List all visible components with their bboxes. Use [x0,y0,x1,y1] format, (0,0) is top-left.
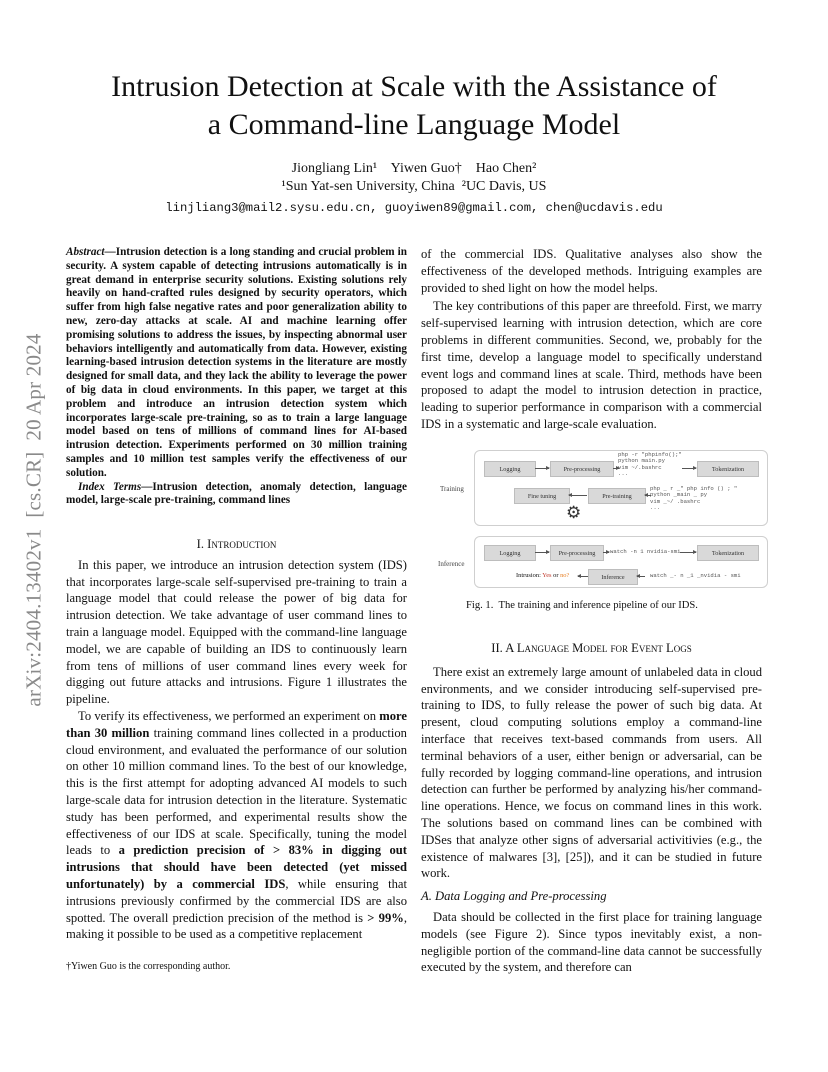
arrow [578,576,588,577]
section-language-model [421,640,762,976]
title-line-2: a Command-line Language Model [207,108,621,141]
logging-box: Logging [484,461,536,477]
arrow [682,468,696,469]
inference-tokenization-box: Tokenization [697,545,759,561]
index-terms-text: —Intrusion detection, anomaly detection, language model, large-scale pre-training, command lines [66,480,407,507]
section-heading-language-model: II. A Language Model for Event Logs [491,641,692,655]
arrow [535,552,549,553]
finetuning-box: Fine tuning [514,488,570,504]
section2-paragraph-1: There exist an extremely large amount of unlabeled data in cloud environments, and we consider introducing self-supervised pre-training to IDS, to fully release the power of such big data. At present, cloud computing solutions employ a command-line interface that receives text-based commands from users. All terminal behaviors of a user, either benign or adversarial, can be fully recorded by logging command-line operations, and intrusion detection can further be performed by analyzing his/her command-line operations. Hence, we focus on command lines in this work. The solutions based on command lines can be combined with IDSes that analyze other signs of adversarial activitivies (e.g., the existence of malwares [3], [25]), and it can be studied in future work. [421,664,762,881]
inference-preprocessing-box: Pre-processing [550,545,604,561]
title-line-1: Intrusion Detection at Scale with the Assistance of [111,70,717,103]
intro-continued [421,246,762,433]
intro-paragraph-2: To verify its effectiveness, we performed an experiment on more than 30 million training command lines collected in a production cloud environment, and evaluated the performance of our solution on other 10 million command lines. To the best of our knowledge, this is the first attempt for adopting advanced AI models to such large-scale data for intrusion detection in the literature. Systematic study has been performed, and experimental results show the effectiveness of our IDS at scale. Specifically, tuning the model leads to a prediction precision of > 83% in digging out intrusions that should have been detected (yet missed unfortunately) by a commercial IDS, while ensuring that intrusions previously confirmed by the commercial IDS are also spotted. The overall prediction precision of the method is > 99%, making it possible to be used as a competitive replacement [66,708,408,942]
subsection-heading-data-logging: A. Data Logging and Pre-processing [421,889,607,904]
section-heading-introduction: I. Introduction [196,537,277,551]
author-names: Jiongliang Lin¹ Yiwen Guo† Hao Chen² [291,161,537,176]
intro-paragraph-3: of the commercial IDS. Qualitative analyses also show the effectiveness of the developed methods. Intriguing examples are provided to shed light on how the model helps. [421,247,762,295]
preprocessing-box: Pre-processing [550,461,614,477]
arrow [569,495,587,496]
arrow [603,552,609,553]
intro-paragraph-4: The key contributions of this paper are threefold. First, we marry self-supervised learning with intrusion detection, which are core problems in different communities. Second, we, probably for the first time, develop a language model to specifically understand event logs and command lines at scale. Third, methods have been proposed to adapt the model to intrusion detection in practice, leading to superior performance in comparison with a commercial IDS in a systematic and large-scale evaluation. [421,299,762,431]
figure-1-caption: Fig. 1. The training and inference pipeline of our IDS. [466,600,698,611]
paper-title [40,68,788,144]
pretraining-box: Pre-training [588,488,646,504]
inference-box: Inference [588,569,638,585]
abstract-label: Abstract [66,246,105,258]
training-label: Training [440,485,464,493]
abstract [66,246,407,508]
figure-1 [430,448,770,588]
arrow [535,468,549,469]
code-sample-raw: php -r "phpinfo();" python main.py vim ~/.bashrc ... [618,451,682,478]
section2-paragraph-2: Data should be collected in the first place for training language models (see Figure 2). Since typos inevitably exist, a non-negligible portion of the command-line data cannot be successfully executed by the system, and therefore can [421,909,762,975]
author-affiliations: ¹Sun Yat-sen University, China ²UC Davis, US [281,179,547,194]
tokenization-box: Tokenization [697,461,759,477]
arxiv-stamp-text: arXiv:2404.13402v1 [cs.CR] 20 Apr 2024 [21,333,46,707]
arrow [637,576,645,577]
author-emails: linjliang3@mail2.sysu.edu.cn, guoyiwen89@gmail.com, chen@ucdavis.edu [165,201,663,215]
code-sample-tokenized: php _ r _" php info () ; " python _main _ py vim _~/ .bashrc ... [650,485,738,512]
arrow [680,552,696,553]
intro-paragraph-1: In this paper, we introduce an intrusion detection system (IDS) that incorporates large-scale self-supervised pre-training to train a language model that could release the power of big data for intrusion detection. We take advantage of user command lines to train a language model. Equipped with the command-line language model, we are capable of building an IDS to continuously learn from tens of millions of user command lines every week for digging out future attacks and intrusions. Figure 1 illustrates the pipeline. [66,557,407,707]
index-terms-label: Index Terms [78,480,142,493]
arxiv-stamp [14,270,54,770]
section-introduction [66,536,407,943]
intrusion-result: Intrusion: Yes or no? [516,572,570,579]
gear-icon: ⚙ [566,503,582,522]
footnote: †Yiwen Guo is the corresponding author. [66,961,231,972]
code-sample-inference-raw: watch -n 1 nvidia-smi [610,548,681,555]
author-block [40,160,788,196]
inference-logging-box: Logging [484,545,536,561]
abstract-text: —Intrusion detection is a long standing and crucial problem in security. A system capable of detecting intrusions automatically is in great demand in enterprise security solutions. Existing solutions rely heavily on hand-crafted rules designed by security operators, which suffer from high false negative rates and poor generalization ability to new, zero-day attacks at scale. AI and machine learning offer promising solutions to address the issues, by inspecting abnormal user behaviors intelligently and automatically from data. However, existing learning-based intrusion detection systems in the literature are mostly designed for small data, and they lack the ability to leverage the power of big data in cloud environments. In this paper, we target at this problem and introduce an intrusion detection system which incorporates large-scale pre-training, so as to train a large language model based on tens of millions of command lines for AI-based intrusion detection. Experiments performed on 30 million training samples and 10 million test samples verify the effectiveness of our solution. [66,246,407,479]
code-sample-inference-tokenized: watch _- n _1 _nvidia - smi [650,572,741,579]
inference-label: Inference [438,560,465,568]
